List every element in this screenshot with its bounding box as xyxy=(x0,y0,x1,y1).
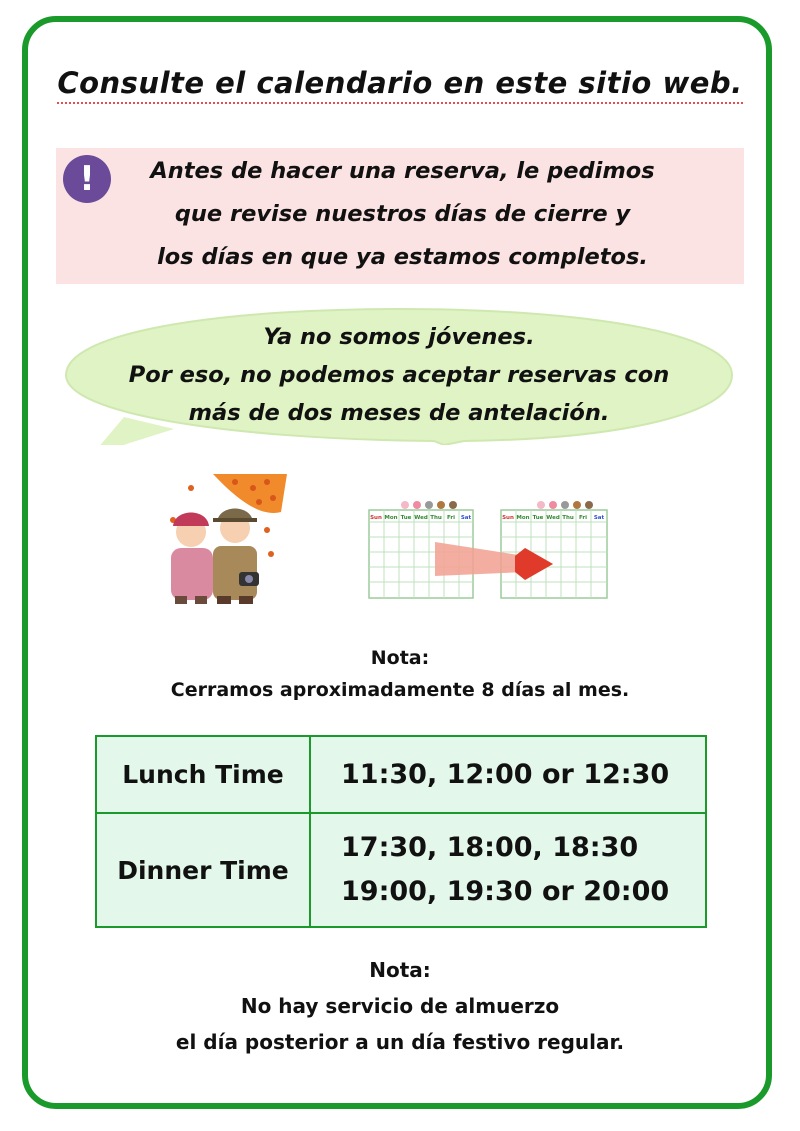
note-label: Nota: xyxy=(369,958,431,982)
day-label: Thu xyxy=(562,515,574,521)
bubble-line: Ya no somos jóvenes. xyxy=(263,324,535,350)
note-line: No hay servicio de almuerzo xyxy=(240,994,560,1018)
exclamation-icon: ! xyxy=(63,155,111,203)
lunch-label: Lunch Time xyxy=(96,736,310,813)
dinner-times xyxy=(310,813,706,927)
day-label: Mon xyxy=(384,515,398,521)
day-label: Wed xyxy=(414,515,428,521)
note-closing xyxy=(0,642,800,706)
day-label: Sun xyxy=(502,515,514,521)
table-row xyxy=(96,736,706,813)
note-text: Cerramos aproximadamente 8 días al mes. xyxy=(170,679,630,701)
time-line: 19:00, 19:30 or 20:00 xyxy=(341,876,670,907)
notice-text xyxy=(110,150,695,279)
bubble-line: Por eso, no podemos aceptar reservas con xyxy=(128,362,670,388)
notice-line: que revise nuestros días de cierre y xyxy=(174,201,631,227)
table-row xyxy=(96,813,706,927)
time-line: 17:30, 18:00, 18:30 xyxy=(341,832,639,863)
day-label: Tue xyxy=(532,515,544,521)
dinner-label: Dinner Time xyxy=(96,813,310,927)
day-label: Fri xyxy=(446,515,456,521)
day-label: Tue xyxy=(400,515,412,521)
lunch-times xyxy=(310,736,706,813)
bubble-line: más de dos meses de antelación. xyxy=(188,400,610,426)
day-label: Sat xyxy=(593,515,605,521)
notice-line: Antes de hacer una reserva, le pedimos xyxy=(150,158,655,184)
day-label: Wed xyxy=(546,515,560,521)
day-label: Sat xyxy=(460,515,472,521)
notice-line: los días en que ya estamos completos. xyxy=(157,244,648,270)
calendar-icon xyxy=(501,501,607,598)
page-title: Consulte el calendario en este sitio web. xyxy=(0,66,800,100)
note-line: el día posterior a un día festivo regular. xyxy=(175,1030,625,1054)
note-label: Nota: xyxy=(370,647,430,669)
day-label: Mon xyxy=(516,515,530,521)
note-holiday xyxy=(0,952,800,1060)
day-label: Thu xyxy=(430,515,442,521)
bubble-text xyxy=(84,318,714,432)
day-label: Sun xyxy=(370,515,382,521)
time-line: 11:30, 12:00 or 12:30 xyxy=(341,758,670,790)
day-label: Fri xyxy=(578,515,588,521)
calendar-advance-illustration xyxy=(365,496,615,606)
elderly-couple-illustration xyxy=(155,468,305,608)
hours-table xyxy=(95,735,707,928)
